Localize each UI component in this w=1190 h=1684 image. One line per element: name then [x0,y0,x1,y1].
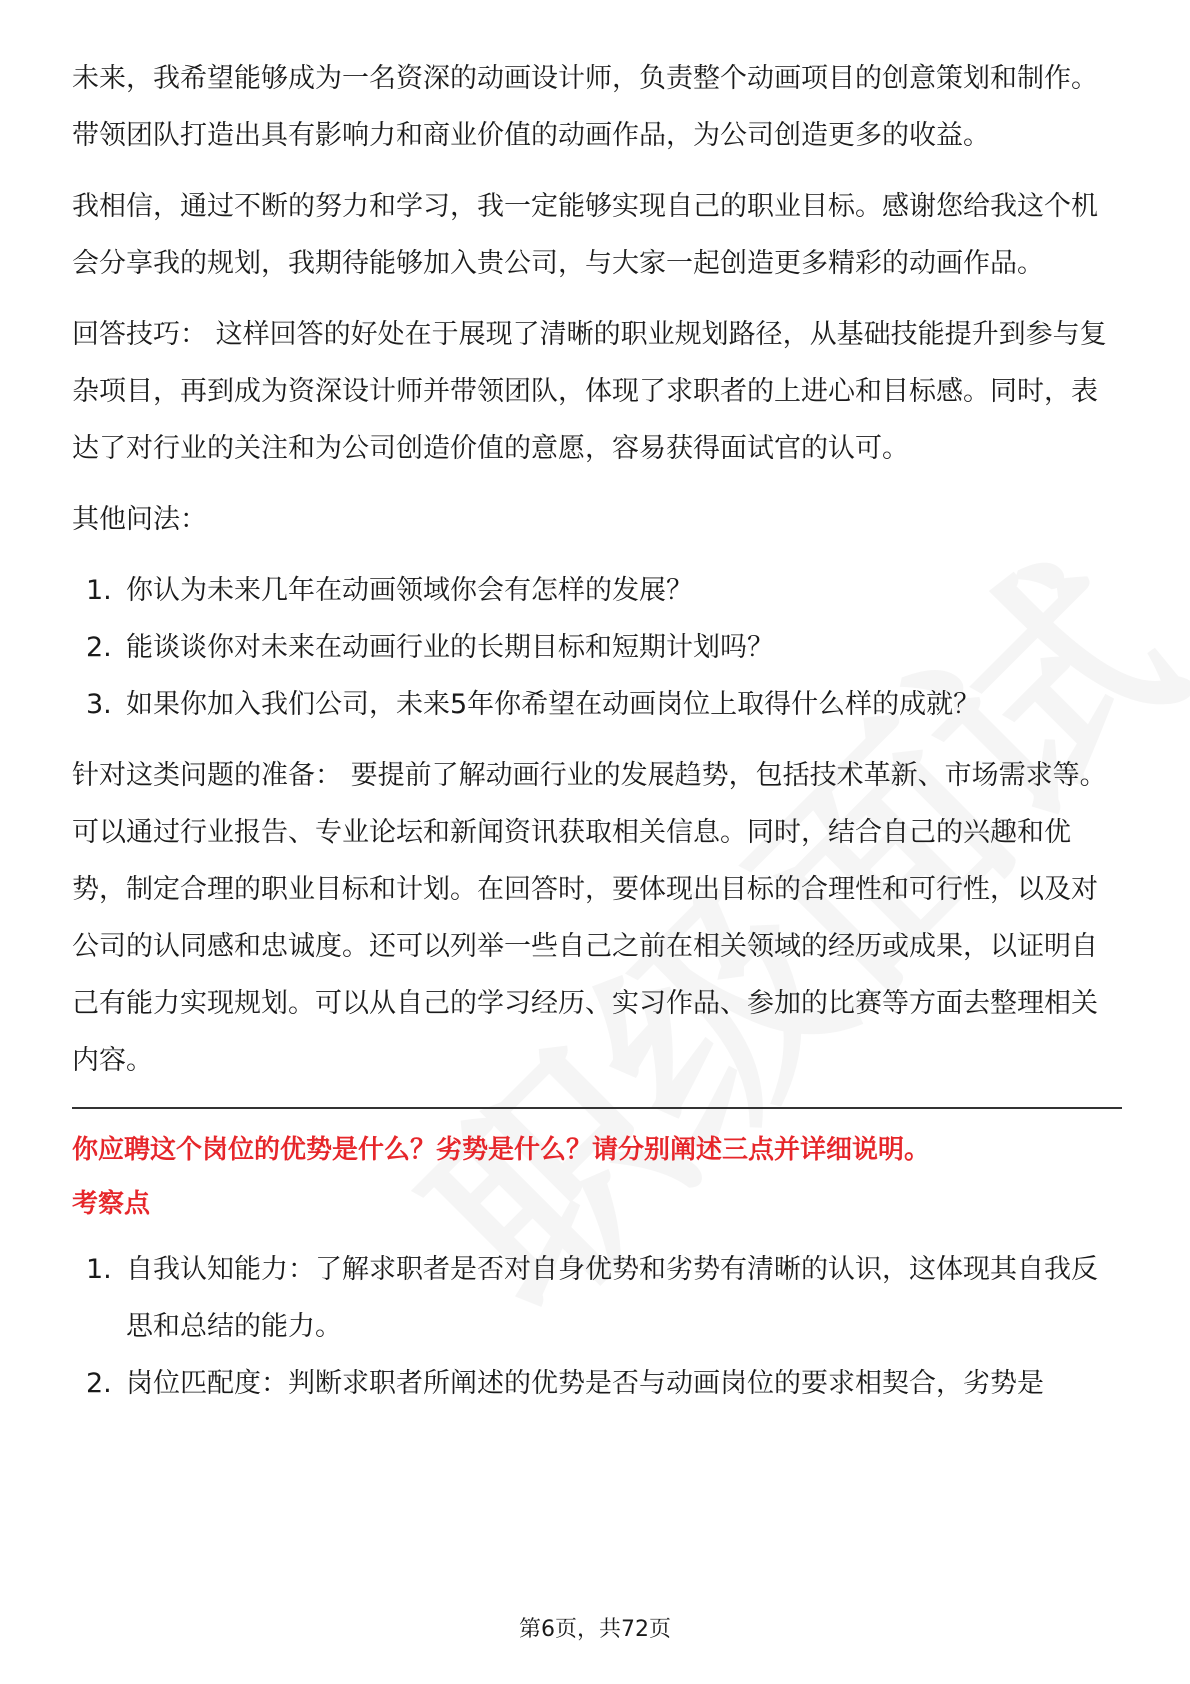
section-divider [72,1107,1122,1109]
page-number-footer: 第6页，共72页 [519,1617,671,1642]
document-page [72,50,1122,1426]
paragraph-future-goal: 未来，我希望能够成为一名资深的动画设计师，负责整个动画项目的创意策划和制作。带领团队打造出具有影响力和商业价值的动画作品，为公司创造更多的收益。 [72,63,1098,151]
other-questions-label: 其他问法： [72,504,207,535]
paragraph-belief: 我相信，通过不断的努力和学习，我一定能够实现自己的职业目标。感谢您给我这个机会分享我的规划，我期待能够加入贵公司，与大家一起创造更多精彩的动画作品。 [72,191,1098,279]
other-questions-list [72,562,1122,733]
paragraph-preparation: 针对这类问题的准备： 要提前了解动画行业的发展趋势，包括技术革新、市场需求等。可以通过行业报告、专业论坛和新闻资讯获取相关信息。同时，结合自己的兴趣和优势，制定合理的职业目标和计划。在回答时，要体现出目标的合理性和可行性，以及对公司的认同感和忠诚度。还可以列举一些自己之前在相关领域的经历或成果，以证明自己有能力实现规划。可以从自己的学习经历、实习作品、参加的比赛等方面去整理相关内容。 [72,760,1107,1076]
list-item: 2. 岗位匹配度：判断求职者所阐述的优势是否与动画岗位的要求相契合，劣势是 [86,1368,1044,1399]
list-item: 1. 自我认知能力：了解求职者是否对自身优势和劣势有清晰的认识，这体现其自我反思和总结的能力。 [86,1254,1098,1342]
list-item: 2. 能谈谈你对未来在动画行业的长期目标和短期计划吗？ [86,632,774,663]
question-title: 你应聘这个岗位的优势是什么？劣势是什么？请分别阐述三点并详细说明。 [72,1135,931,1165]
list-item: 1. 你认为未来几年在动画领域你会有怎样的发展？ [86,575,693,606]
paragraph-answer-tips: 回答技巧： 这样回答的好处在于展现了清晰的职业规划路径，从基础技能提升到参与复杂项目，再到成为资深设计师并带领团队，体现了求职者的上进心和目标感。同时，表达了对行业的关注和为公司创造价值的意愿，容易获得面试官的认可。 [72,319,1107,464]
focus-points-list [72,1241,1122,1412]
list-item: 3. 如果你加入我们公司，未来5年你希望在动画岗位上取得什么样的成就？ [86,689,981,720]
focus-points-label: 考察点 [72,1189,151,1219]
